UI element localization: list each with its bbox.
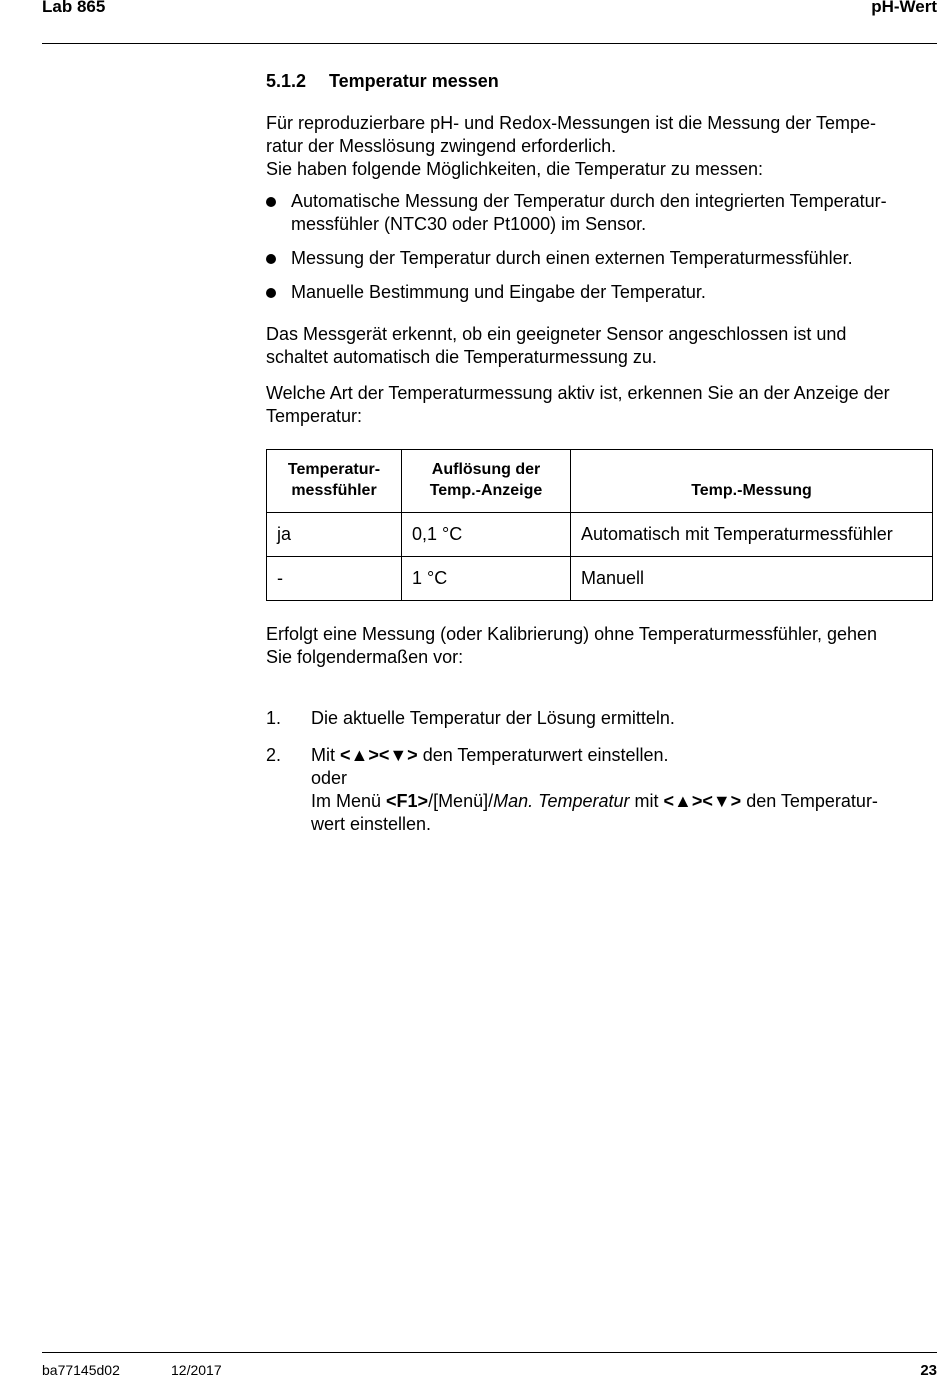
- table-cell: ja: [267, 513, 402, 557]
- step-text: oder: [311, 768, 348, 788]
- intro-line: ratur der Messlösung zwingend erforderlich.: [266, 136, 617, 156]
- list-item-text: Automatische Messung der Temperatur durch den integrierten Temperatur-: [291, 191, 887, 211]
- menu-item-man-temperatur: Man. Temperatur: [493, 791, 630, 811]
- running-header-chapter: pH-Wert: [871, 0, 937, 16]
- table-row: [267, 557, 933, 601]
- table-cell: Manuell: [571, 557, 933, 601]
- paragraph-line: Das Messgerät erkennt, ob ein geeigneter Sensor angeschlossen ist und: [266, 324, 847, 344]
- down-key-label: <▼>: [702, 791, 742, 811]
- step-text: Im Menü <F1>/[Menü]/Man. Temperatur mit <▲><▼> den Temperatur-: [311, 791, 878, 811]
- intro-paragraph: [266, 112, 938, 181]
- paragraph-line: Welche Art der Temperaturmessung aktiv ist, erkennen Sie an der Anzeige der: [266, 383, 890, 403]
- display-note-paragraph: [266, 382, 938, 428]
- procedure-intro-paragraph: [266, 623, 938, 669]
- sensor-detection-paragraph: [266, 323, 938, 369]
- list-item: [266, 190, 938, 236]
- down-key-label: <▼>: [378, 745, 418, 765]
- table-cell: 0,1 °C: [402, 513, 571, 557]
- step-text: Die aktuelle Temperatur der Lösung ermitteln.: [311, 708, 675, 728]
- f1-key-label: <F1>: [386, 791, 429, 811]
- footer-date: 12/2017: [171, 1362, 222, 1378]
- step-item: [266, 707, 938, 730]
- page-number: 23: [920, 1362, 937, 1379]
- table-header-row: [267, 450, 933, 513]
- column-header-sensor: Temperatur- messfühler: [267, 450, 402, 513]
- table-cell: -: [267, 557, 402, 601]
- intro-line: Für reproduzierbare pH- und Redox-Messungen ist die Messung der Tempe-: [266, 113, 876, 133]
- running-header-product: Lab 865: [42, 0, 106, 16]
- step-item: [266, 744, 938, 836]
- procedure-steps: [266, 707, 938, 850]
- section-heading: [266, 71, 499, 92]
- paragraph-line: Sie folgendermaßen vor:: [266, 647, 464, 667]
- step-number: 2.: [266, 745, 282, 765]
- step-text: Mit <▲><▼> den Temperaturwert einstellen.: [311, 745, 669, 765]
- section-number: 5.1.2: [266, 71, 307, 91]
- paragraph-line: Erfolgt eine Messung (oder Kalibrierung) ohne Temperaturmessfühler, gehen: [266, 624, 878, 644]
- measurement-options-list: [266, 190, 938, 315]
- temperature-mode-table: [266, 449, 933, 601]
- list-item: [266, 281, 938, 304]
- footer-rule: [42, 1352, 937, 1353]
- table-row: [267, 513, 933, 557]
- paragraph-line: schaltet automatisch die Temperaturmessung zu.: [266, 347, 657, 367]
- column-header-measurement: Temp.-Messung: [571, 450, 933, 513]
- list-item-text: messfühler (NTC30 oder Pt1000) im Sensor.: [291, 214, 647, 234]
- list-item-text: Manuelle Bestimmung und Eingabe der Temperatur.: [291, 282, 706, 302]
- paragraph-line: Temperatur:: [266, 406, 363, 426]
- step-number: 1.: [266, 708, 282, 728]
- up-key-label: <▲>: [663, 791, 703, 811]
- up-key-label: <▲>: [340, 745, 379, 765]
- section-title: Temperatur messen: [329, 71, 499, 91]
- column-header-resolution: Auflösung der Temp.-Anzeige: [402, 450, 571, 513]
- table-cell: 1 °C: [402, 557, 571, 601]
- footer-document-id: ba77145d02: [42, 1362, 120, 1378]
- list-item-text: Messung der Temperatur durch einen externen Temperaturmessfühler.: [291, 248, 853, 268]
- table-cell: Automatisch mit Temperaturmessfühler: [571, 513, 933, 557]
- intro-line: Sie haben folgende Möglichkeiten, die Temperatur zu messen:: [266, 159, 763, 179]
- list-item: [266, 247, 938, 270]
- step-text: wert einstellen.: [311, 814, 432, 834]
- header-rule: [42, 43, 937, 44]
